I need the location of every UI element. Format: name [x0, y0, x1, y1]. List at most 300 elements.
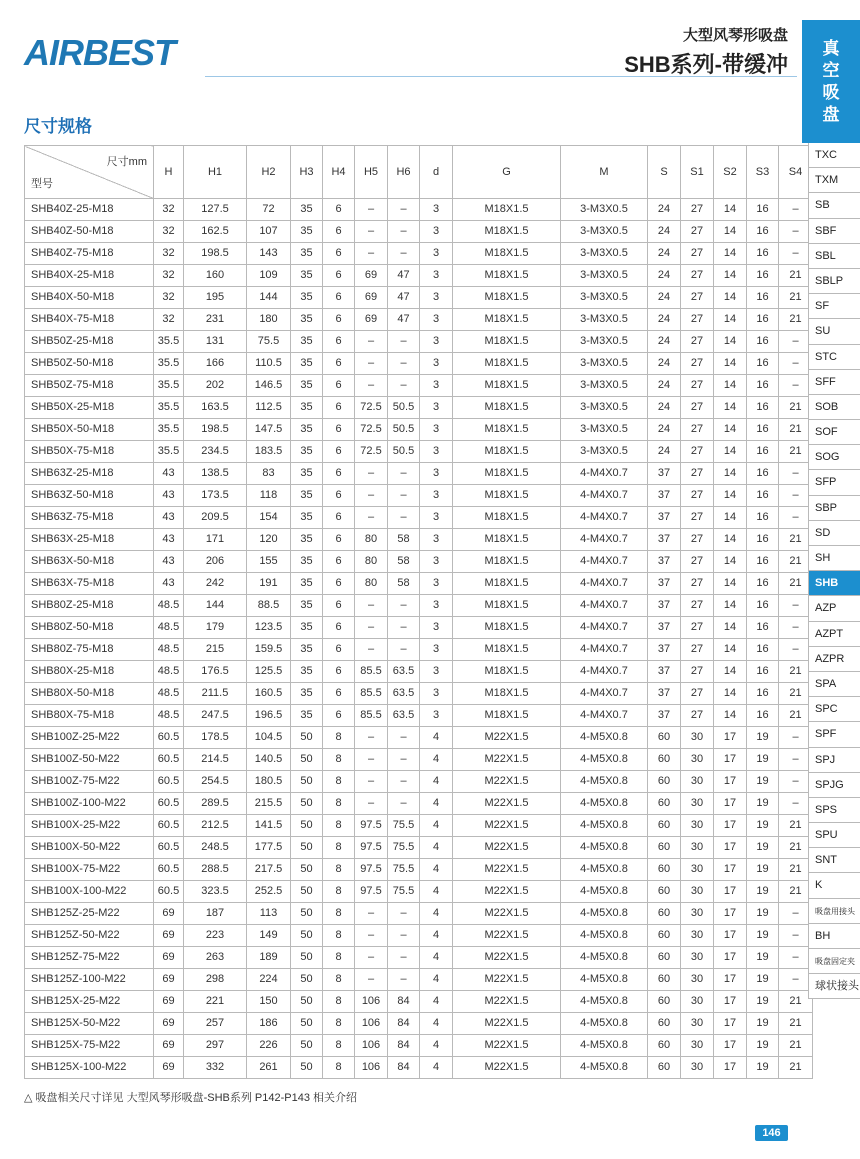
table-cell: 37 [648, 661, 681, 683]
table-cell: 4 [420, 925, 453, 947]
table-row [25, 903, 813, 925]
table-cell: 215 [184, 639, 247, 661]
table-cell: 14 [714, 265, 747, 287]
table-row [25, 947, 813, 969]
table-row [25, 507, 813, 529]
table-cell: 106 [355, 991, 388, 1013]
table-cell: 35 [291, 441, 323, 463]
table-cell: 60 [648, 771, 681, 793]
table-row [25, 749, 813, 771]
table-cell: 8 [323, 1035, 355, 1057]
table-cell: 37 [648, 463, 681, 485]
table-cell: 30 [681, 815, 714, 837]
table-cell: – [355, 793, 388, 815]
table-cell: 35 [291, 419, 323, 441]
table-cell: M18X1.5 [453, 353, 561, 375]
table-cell: 30 [681, 925, 714, 947]
table-cell: 27 [681, 683, 714, 705]
table-cell: M22X1.5 [453, 925, 561, 947]
table-cell: 4-M5X0.8 [561, 881, 648, 903]
table-cell: – [779, 331, 813, 353]
table-cell: M22X1.5 [453, 859, 561, 881]
sidebar-item-11[interactable]: SOF [808, 420, 860, 445]
table-cell: 14 [714, 661, 747, 683]
table-cell: – [355, 485, 388, 507]
sidebar-item-24[interactable]: SPJ [808, 748, 860, 773]
table-cell: 63.5 [388, 661, 420, 683]
table-row [25, 265, 813, 287]
table-cell: 35.5 [154, 375, 184, 397]
sidebar-nav [808, 143, 860, 999]
table-cell: 19 [747, 925, 779, 947]
table-cell: – [355, 331, 388, 353]
table-cell: 144 [184, 595, 247, 617]
table-row [25, 331, 813, 353]
table-row [25, 243, 813, 265]
table-cell: 16 [747, 243, 779, 265]
sidebar-item-30[interactable]: 吸盘用接头 [808, 899, 860, 924]
table-cell: 14 [714, 551, 747, 573]
model-cell: SHB100X-100-M22 [25, 881, 154, 903]
model-cell: SHB63X-50-M18 [25, 551, 154, 573]
table-cell: – [779, 771, 813, 793]
table-row [25, 199, 813, 221]
table-cell: 14 [714, 683, 747, 705]
table-cell: M18X1.5 [453, 221, 561, 243]
table-cell: 35 [291, 199, 323, 221]
table-cell: – [388, 507, 420, 529]
table-cell: 14 [714, 485, 747, 507]
model-cell: SHB125Z-25-M22 [25, 903, 154, 925]
table-cell: 226 [247, 1035, 291, 1057]
table-cell: 4-M5X0.8 [561, 793, 648, 815]
table-cell: 21 [779, 1013, 813, 1035]
table-cell: 97.5 [355, 859, 388, 881]
sidebar-item-2[interactable]: SB [808, 193, 860, 218]
table-cell: 14 [714, 221, 747, 243]
table-cell: – [355, 727, 388, 749]
table-cell: – [779, 793, 813, 815]
table-cell: 4-M5X0.8 [561, 727, 648, 749]
table-cell: 48.5 [154, 661, 184, 683]
table-cell: 109 [247, 265, 291, 287]
model-cell: SHB50X-50-M18 [25, 419, 154, 441]
table-cell: 50.5 [388, 441, 420, 463]
table-cell: 4 [420, 903, 453, 925]
sidebar-item-25[interactable]: SPJG [808, 773, 860, 798]
table-cell: 171 [184, 529, 247, 551]
table-cell: – [779, 485, 813, 507]
table-cell: 14 [714, 243, 747, 265]
sidebar-item-32[interactable]: 吸盘固定夹 [808, 949, 860, 974]
table-cell: 72 [247, 199, 291, 221]
table-cell: 24 [648, 353, 681, 375]
table-cell: 3-M3X0.5 [561, 375, 648, 397]
table-cell: – [388, 199, 420, 221]
table-cell: 14 [714, 199, 747, 221]
table-cell: 6 [323, 353, 355, 375]
table-cell: M18X1.5 [453, 199, 561, 221]
table-cell: 35 [291, 309, 323, 331]
sidebar-item-14[interactable]: SBP [808, 496, 860, 521]
table-cell: 6 [323, 485, 355, 507]
table-cell: 24 [648, 243, 681, 265]
table-cell: 24 [648, 287, 681, 309]
table-cell: – [355, 639, 388, 661]
table-cell: 14 [714, 375, 747, 397]
sidebar-item-28[interactable]: SNT [808, 848, 860, 873]
category-sidebar [802, 20, 860, 999]
table-row [25, 397, 813, 419]
table-cell: 16 [747, 683, 779, 705]
table-cell: 60 [648, 991, 681, 1013]
table-cell: 206 [184, 551, 247, 573]
table-cell: 50.5 [388, 419, 420, 441]
table-cell: 80 [355, 573, 388, 595]
table-cell: M22X1.5 [453, 793, 561, 815]
table-cell: 35 [291, 551, 323, 573]
sidebar-item-21[interactable]: SPA [808, 672, 860, 697]
table-cell: – [355, 463, 388, 485]
table-cell: 123.5 [247, 617, 291, 639]
table-cell: 4-M4X0.7 [561, 463, 648, 485]
table-cell: – [355, 199, 388, 221]
model-cell: SHB40X-25-M18 [25, 265, 154, 287]
table-cell: 224 [247, 969, 291, 991]
table-cell: M18X1.5 [453, 661, 561, 683]
table-cell: 3 [420, 331, 453, 353]
table-cell: 35 [291, 221, 323, 243]
sidebar-item-26[interactable]: SPS [808, 798, 860, 823]
table-cell: 32 [154, 287, 184, 309]
table-cell: 16 [747, 287, 779, 309]
table-cell: 16 [747, 221, 779, 243]
table-cell: 60 [648, 969, 681, 991]
table-row [25, 287, 813, 309]
model-cell: SHB125X-50-M22 [25, 1013, 154, 1035]
table-cell: 3 [420, 221, 453, 243]
table-cell: 27 [681, 661, 714, 683]
table-cell: – [779, 243, 813, 265]
table-cell: M22X1.5 [453, 881, 561, 903]
table-cell: 48.5 [154, 639, 184, 661]
table-cell: 50 [291, 815, 323, 837]
table-row [25, 1013, 813, 1035]
table-cell: M22X1.5 [453, 1057, 561, 1079]
table-cell: 16 [747, 573, 779, 595]
table-cell: 242 [184, 573, 247, 595]
table-cell: 6 [323, 221, 355, 243]
table-cell: 4-M5X0.8 [561, 947, 648, 969]
table-cell: 84 [388, 1013, 420, 1035]
table-cell: – [355, 925, 388, 947]
table-cell: 106 [355, 1057, 388, 1079]
column-header-g: G [453, 146, 561, 199]
table-cell: 209.5 [184, 507, 247, 529]
table-cell: 75.5 [388, 815, 420, 837]
table-row [25, 551, 813, 573]
table-cell: 58 [388, 529, 420, 551]
sidebar-item-17[interactable]: SHB [808, 571, 860, 596]
table-cell: 3 [420, 353, 453, 375]
sidebar-item-19[interactable]: AZPT [808, 622, 860, 647]
table-row [25, 793, 813, 815]
table-cell: 180.5 [247, 771, 291, 793]
table-cell: 3 [420, 485, 453, 507]
sidebar-item-9[interactable]: SFF [808, 370, 860, 395]
table-cell: – [779, 375, 813, 397]
table-cell: 58 [388, 573, 420, 595]
table-cell: 43 [154, 573, 184, 595]
table-cell: 27 [681, 617, 714, 639]
table-cell: 50 [291, 969, 323, 991]
table-cell: 50 [291, 837, 323, 859]
table-cell: 16 [747, 485, 779, 507]
table-cell: 30 [681, 793, 714, 815]
table-cell: – [355, 771, 388, 793]
table-cell: 30 [681, 771, 714, 793]
table-cell: 19 [747, 947, 779, 969]
table-cell: 60 [648, 925, 681, 947]
table-cell: 198.5 [184, 419, 247, 441]
table-cell: 97.5 [355, 837, 388, 859]
table-cell: 3 [420, 375, 453, 397]
table-cell: 30 [681, 749, 714, 771]
table-cell: – [388, 903, 420, 925]
table-cell: 27 [681, 243, 714, 265]
sidebar-item-3[interactable]: SBF [808, 219, 860, 244]
table-cell: 16 [747, 419, 779, 441]
table-cell: 3 [420, 551, 453, 573]
table-cell: 75.5 [388, 881, 420, 903]
table-cell: 14 [714, 463, 747, 485]
table-row [25, 573, 813, 595]
model-cell: SHB80X-50-M18 [25, 683, 154, 705]
table-cell: 35 [291, 353, 323, 375]
table-cell: 60.5 [154, 727, 184, 749]
table-cell: 14 [714, 441, 747, 463]
column-header-s4: S4 [779, 146, 813, 199]
table-cell: 332 [184, 1057, 247, 1079]
table-cell: 212.5 [184, 815, 247, 837]
table-cell: 149 [247, 925, 291, 947]
sidebar-item-12[interactable]: SOG [808, 445, 860, 470]
table-cell: 14 [714, 705, 747, 727]
table-cell: 4 [420, 1035, 453, 1057]
table-cell: 4-M5X0.8 [561, 925, 648, 947]
table-cell: 21 [779, 815, 813, 837]
table-cell: 150 [247, 991, 291, 1013]
table-cell: 72.5 [355, 441, 388, 463]
table-cell: 4 [420, 771, 453, 793]
table-cell: 80 [355, 529, 388, 551]
sidebar-item-7[interactable]: SU [808, 319, 860, 344]
table-cell: 187 [184, 903, 247, 925]
sidebar-item-29[interactable]: K [808, 873, 860, 898]
table-cell: 50 [291, 1013, 323, 1035]
table-cell: 21 [779, 1057, 813, 1079]
table-cell: 179 [184, 617, 247, 639]
table-cell: 4 [420, 859, 453, 881]
table-cell: 60 [648, 1013, 681, 1035]
sidebar-item-1[interactable]: TXM [808, 168, 860, 193]
table-cell: 288.5 [184, 859, 247, 881]
table-cell: 3 [420, 507, 453, 529]
table-cell: – [779, 727, 813, 749]
table-cell: 50 [291, 925, 323, 947]
table-row [25, 683, 813, 705]
table-cell: M18X1.5 [453, 309, 561, 331]
table-cell: – [388, 639, 420, 661]
table-cell: 27 [681, 353, 714, 375]
model-cell: SHB50Z-25-M18 [25, 331, 154, 353]
table-cell: 4-M5X0.8 [561, 1057, 648, 1079]
table-cell: M18X1.5 [453, 507, 561, 529]
table-cell: 3 [420, 705, 453, 727]
sidebar-item-8[interactable]: STC [808, 345, 860, 370]
table-cell: 4-M4X0.7 [561, 529, 648, 551]
table-cell: 211.5 [184, 683, 247, 705]
table-cell: – [388, 375, 420, 397]
table-cell: 3 [420, 639, 453, 661]
table-row [25, 991, 813, 1013]
table-cell: 154 [247, 507, 291, 529]
model-cell: SHB125Z-50-M22 [25, 925, 154, 947]
table-cell: 112.5 [247, 397, 291, 419]
sidebar-item-27[interactable]: SPU [808, 823, 860, 848]
table-cell: M18X1.5 [453, 441, 561, 463]
table-cell: 4-M5X0.8 [561, 859, 648, 881]
sidebar-item-13[interactable]: SFP [808, 470, 860, 495]
table-cell: 252.5 [247, 881, 291, 903]
table-cell: 176.5 [184, 661, 247, 683]
table-cell: M18X1.5 [453, 287, 561, 309]
table-cell: – [779, 617, 813, 639]
table-cell: 159.5 [247, 639, 291, 661]
table-cell: 37 [648, 529, 681, 551]
table-cell: 113 [247, 903, 291, 925]
table-cell: 6 [323, 661, 355, 683]
table-cell: 69 [154, 947, 184, 969]
table-cell: 14 [714, 529, 747, 551]
table-cell: 17 [714, 815, 747, 837]
table-cell: 4 [420, 1013, 453, 1035]
table-cell: 3 [420, 463, 453, 485]
model-cell: SHB100Z-50-M22 [25, 749, 154, 771]
table-cell: – [388, 793, 420, 815]
table-cell: 8 [323, 1013, 355, 1035]
table-cell: 60 [648, 727, 681, 749]
table-cell: 24 [648, 309, 681, 331]
table-cell: 19 [747, 1035, 779, 1057]
table-cell: M18X1.5 [453, 705, 561, 727]
table-cell: 16 [747, 309, 779, 331]
table-cell: 3 [420, 441, 453, 463]
table-cell: 21 [779, 1035, 813, 1057]
table-cell: 27 [681, 507, 714, 529]
table-cell: 75.5 [388, 837, 420, 859]
column-header-h6: H6 [388, 146, 420, 199]
table-cell: 27 [681, 309, 714, 331]
table-cell: 60 [648, 837, 681, 859]
table-cell: 14 [714, 617, 747, 639]
table-cell: – [388, 947, 420, 969]
sidebar-item-22[interactable]: SPC [808, 697, 860, 722]
table-cell: 58 [388, 551, 420, 573]
table-cell: 60.5 [154, 837, 184, 859]
table-cell: 19 [747, 859, 779, 881]
table-row [25, 309, 813, 331]
table-cell: 8 [323, 749, 355, 771]
table-cell: 37 [648, 573, 681, 595]
table-cell: 35 [291, 705, 323, 727]
table-cell: 8 [323, 903, 355, 925]
sidebar-item-33[interactable]: 球状接头 [808, 974, 860, 999]
table-cell: 17 [714, 903, 747, 925]
model-cell: SHB40X-50-M18 [25, 287, 154, 309]
table-cell: 19 [747, 1013, 779, 1035]
table-cell: 4-M4X0.7 [561, 661, 648, 683]
table-cell: 191 [247, 573, 291, 595]
sidebar-item-5[interactable]: SBLP [808, 269, 860, 294]
table-cell: 147.5 [247, 419, 291, 441]
model-cell: SHB40Z-50-M18 [25, 221, 154, 243]
table-cell: 323.5 [184, 881, 247, 903]
table-cell: 8 [323, 793, 355, 815]
table-cell: 21 [779, 529, 813, 551]
table-cell: M22X1.5 [453, 727, 561, 749]
sidebar-item-20[interactable]: AZPR [808, 647, 860, 672]
sidebar-item-10[interactable]: SOB [808, 395, 860, 420]
table-cell: 47 [388, 309, 420, 331]
sidebar-item-31[interactable]: BH [808, 924, 860, 949]
sidebar-item-16[interactable]: SH [808, 546, 860, 571]
sidebar-item-15[interactable]: SD [808, 521, 860, 546]
sidebar-item-6[interactable]: SF [808, 294, 860, 319]
table-cell: 17 [714, 969, 747, 991]
table-cell: 3 [420, 287, 453, 309]
header-title: SHB系列-带缓冲 [624, 52, 788, 77]
model-cell: SHB125Z-75-M22 [25, 947, 154, 969]
table-corner-cell [25, 146, 154, 199]
sidebar-item-0[interactable]: TXC [808, 143, 860, 168]
table-cell: 21 [779, 573, 813, 595]
table-cell: 27 [681, 221, 714, 243]
table-cell: 17 [714, 947, 747, 969]
table-cell: 160 [184, 265, 247, 287]
table-cell: 21 [779, 551, 813, 573]
table-cell: – [779, 221, 813, 243]
column-header-h5: H5 [355, 146, 388, 199]
table-cell: M18X1.5 [453, 265, 561, 287]
table-cell: M22X1.5 [453, 947, 561, 969]
table-cell: – [388, 243, 420, 265]
model-cell: SHB125X-100-M22 [25, 1057, 154, 1079]
table-cell: 27 [681, 529, 714, 551]
table-row [25, 661, 813, 683]
table-cell: 3-M3X0.5 [561, 441, 648, 463]
table-cell: 21 [779, 397, 813, 419]
table-cell: 3-M3X0.5 [561, 199, 648, 221]
table-cell: 19 [747, 727, 779, 749]
sidebar-item-4[interactable]: SBL [808, 244, 860, 269]
table-cell: 6 [323, 243, 355, 265]
table-cell: 6 [323, 617, 355, 639]
sidebar-item-18[interactable]: AZP [808, 596, 860, 621]
table-row [25, 595, 813, 617]
table-cell: 69 [154, 1013, 184, 1035]
sidebar-item-23[interactable]: SPF [808, 722, 860, 747]
